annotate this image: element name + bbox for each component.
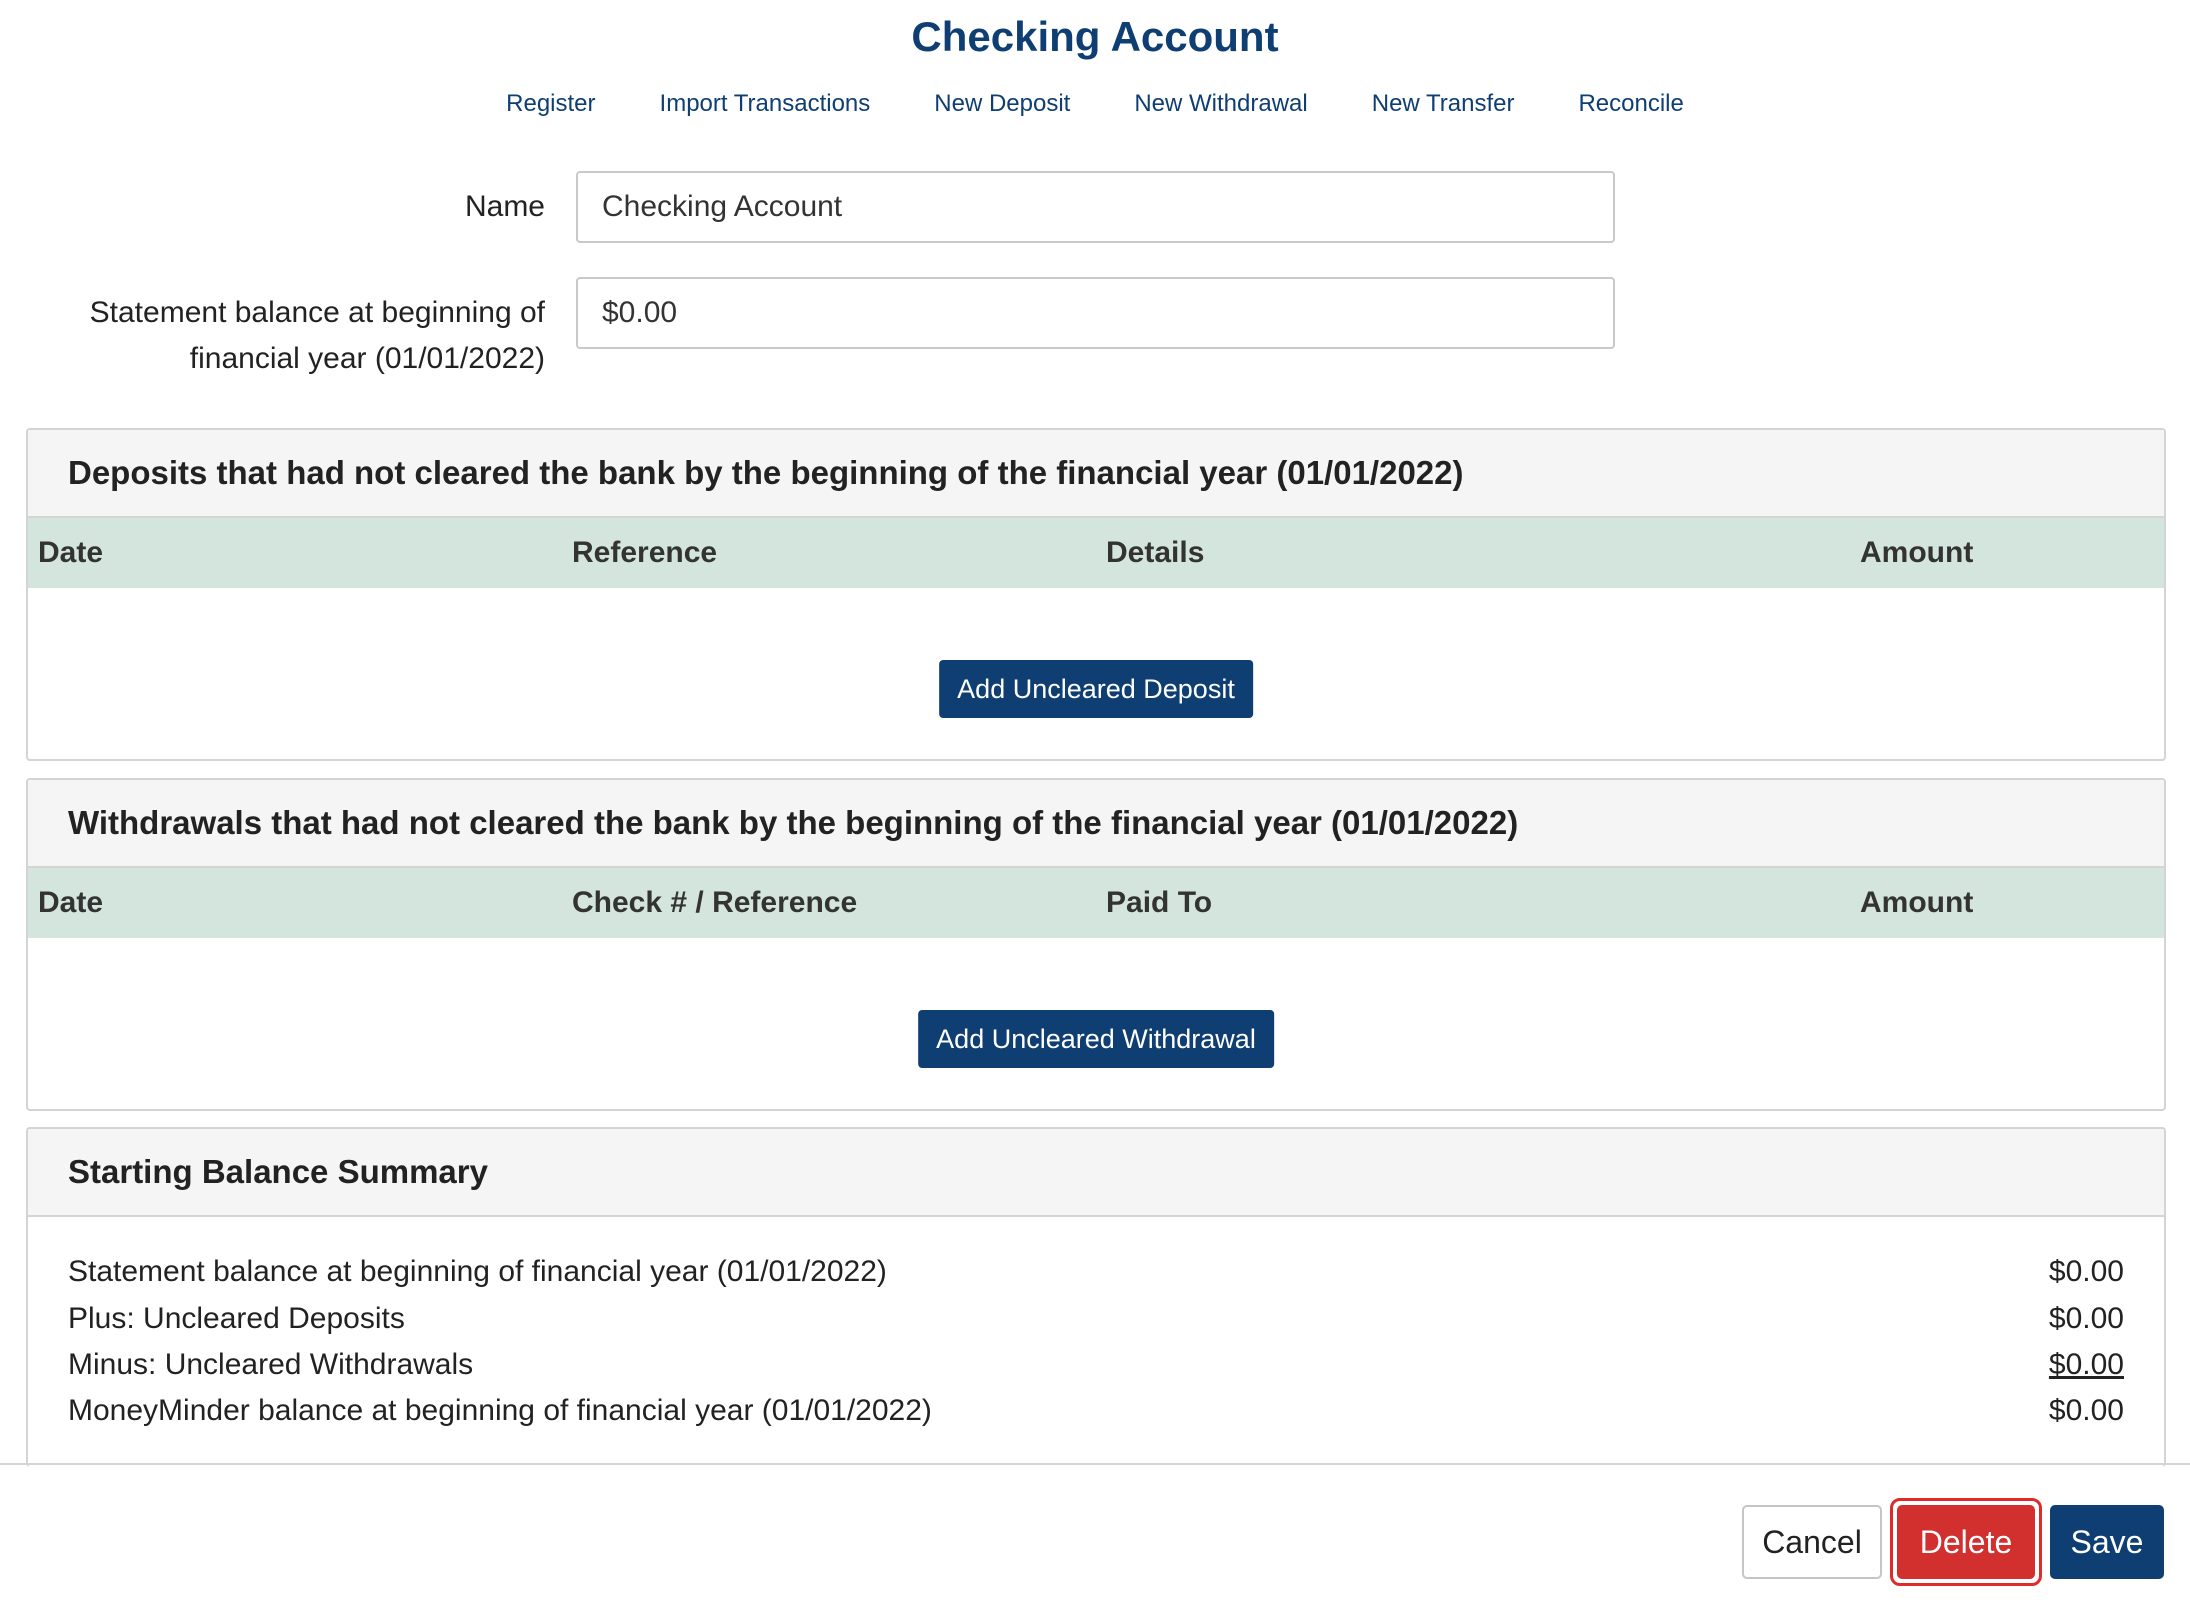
deposits-col-details: Details <box>1106 536 1205 569</box>
form-actions <box>1742 1505 2164 1586</box>
summary-heading: Starting Balance Summary <box>28 1129 2164 1217</box>
deposits-heading: Deposits that had not cleared the bank by the beginning of the financial year (01/01/2022) <box>28 430 2164 518</box>
summary-row <box>68 1388 2124 1434</box>
summary-row <box>68 1342 2124 1388</box>
summary-row-value: $0.00 <box>2048 1255 2124 1288</box>
withdrawals-heading: Withdrawals that had not cleared the bank by the beginning of the financial year (01/01/2022) <box>28 780 2164 868</box>
withdrawals-col-amount: Amount <box>1860 886 1974 919</box>
deposits-col-reference: Reference <box>572 536 718 569</box>
delete-button-highlight <box>1890 1498 2042 1586</box>
footer-divider <box>0 1463 2190 1465</box>
deposits-col-amount: Amount <box>1860 536 1974 569</box>
uncleared-deposits-panel <box>26 428 2166 761</box>
account-nav <box>0 84 2190 124</box>
summary-row <box>68 1296 2124 1342</box>
nav-import-transactions-link[interactable]: Import Transactions <box>659 90 871 117</box>
delete-button[interactable]: Delete <box>1897 1505 2035 1579</box>
nav-new-transfer-link[interactable]: New Transfer <box>1371 90 1515 117</box>
summary-row-label: Minus: Uncleared Withdrawals <box>68 1348 474 1381</box>
withdrawals-table-header <box>28 868 2164 938</box>
withdrawals-col-date: Date <box>38 886 104 919</box>
summary-row <box>68 1249 2124 1295</box>
nav-register-link[interactable]: Register <box>506 90 596 117</box>
nav-reconcile-link[interactable]: Reconcile <box>1578 90 1684 117</box>
balance-label <box>90 290 545 382</box>
nav-new-withdrawal-link[interactable]: New Withdrawal <box>1134 90 1308 117</box>
nav-new-deposit-link[interactable]: New Deposit <box>934 90 1071 117</box>
summary-row-value: $0.00 <box>2048 1394 2124 1427</box>
starting-balance-summary-panel <box>26 1127 2166 1467</box>
balance-label-line1: Statement balance at beginning of <box>89 296 545 329</box>
summary-row-value: $0.00 <box>2048 1302 2124 1335</box>
withdrawals-col-paid-to: Paid To <box>1106 886 1213 919</box>
balance-label-line2: financial year (01/01/2022) <box>189 342 545 375</box>
deposits-table-header <box>28 518 2164 588</box>
withdrawals-col-reference: Check # / Reference <box>572 886 858 919</box>
summary-row-label: Statement balance at beginning of financial year (01/01/2022) <box>68 1255 887 1288</box>
save-button[interactable]: Save <box>2050 1505 2164 1579</box>
cancel-button[interactable]: Cancel <box>1742 1505 1882 1579</box>
name-label: Name <box>464 190 545 223</box>
name-input[interactable] <box>576 171 1615 243</box>
summary-row-value: $0.00 <box>2048 1348 2124 1381</box>
uncleared-withdrawals-panel <box>26 778 2166 1111</box>
deposits-col-date: Date <box>38 536 104 569</box>
page-title: Checking Account <box>911 13 1279 60</box>
statement-balance-input[interactable] <box>576 277 1615 349</box>
summary-row-label: MoneyMinder balance at beginning of financial year (01/01/2022) <box>68 1394 932 1427</box>
add-uncleared-withdrawal-button[interactable]: Add Uncleared Withdrawal <box>918 1010 1274 1068</box>
summary-row-label: Plus: Uncleared Deposits <box>68 1302 405 1335</box>
add-uncleared-deposit-button[interactable]: Add Uncleared Deposit <box>939 660 1253 718</box>
